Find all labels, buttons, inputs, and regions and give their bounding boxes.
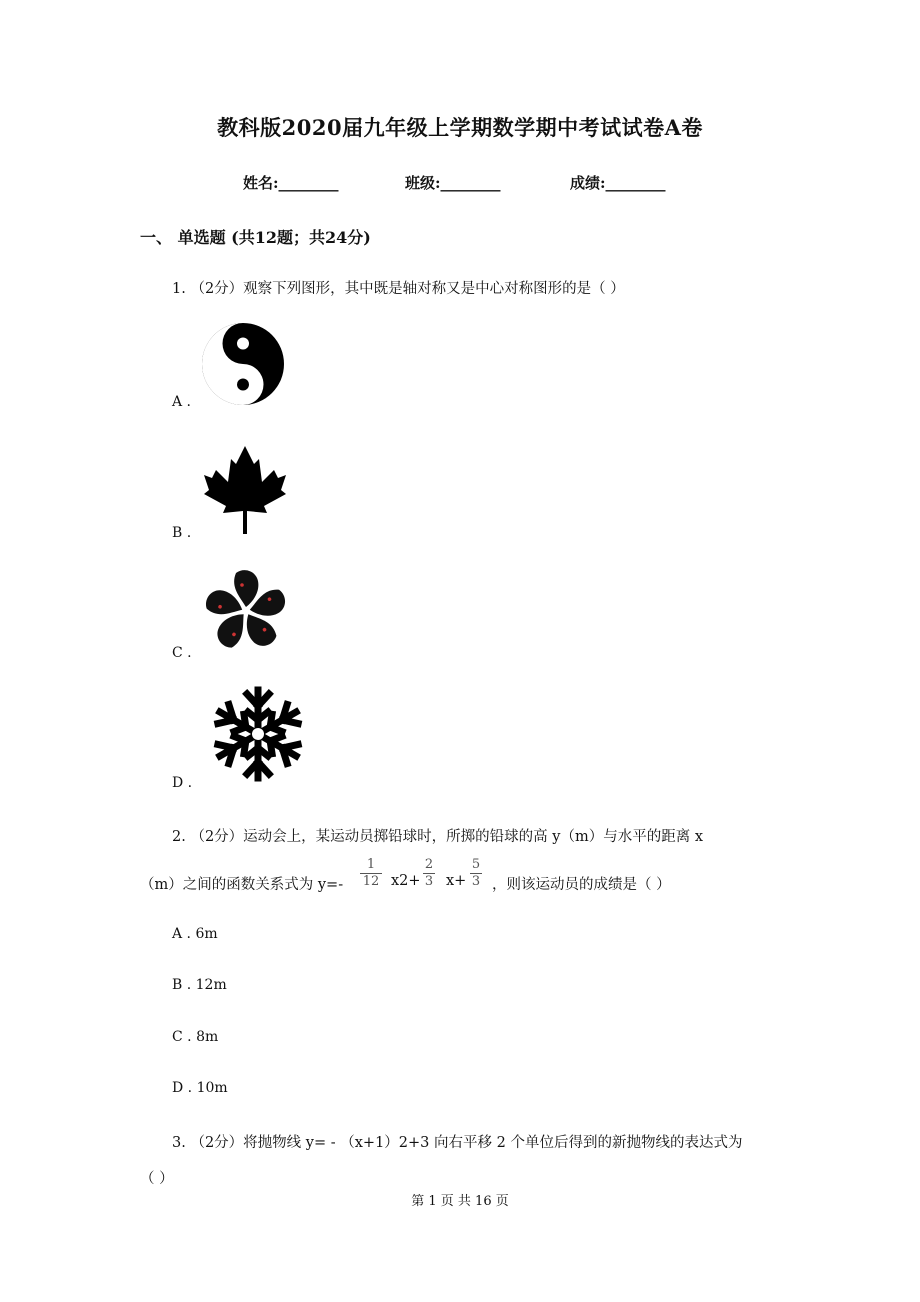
frac3-numerator: 5 xyxy=(471,857,481,872)
fraction-1-12 xyxy=(360,858,382,889)
q1-option-b: B . xyxy=(172,525,192,541)
frac2-denominator: 3 xyxy=(424,874,434,889)
question-2-line1: 2. （2分）运动会上，某运动员掷铅球时，所掷的铅球的高 y（m）与水平的距离 x xyxy=(172,829,704,845)
question-1-stem: 1. （2分）观察下列图形，其中既是轴对称又是中心对称图形的是（ ） xyxy=(172,281,625,297)
snowflake-icon xyxy=(206,686,310,782)
question-2-text-b: x2+ xyxy=(391,873,421,889)
class-field: 班级:________ xyxy=(405,174,501,192)
bauhinia-icon xyxy=(203,568,289,654)
question-3-line1: 3. （2分）将抛物线 y= - （x+1）2+3 向右平移 2 个单位后得到的新抛物线的表达式为 xyxy=(172,1135,743,1151)
q1-option-d: D . xyxy=(172,775,193,791)
fraction-5-3 xyxy=(470,858,482,889)
q2-option-b: B . 12m xyxy=(172,977,227,993)
question-2-text-a: （m）之间的函数关系式为 y=- xyxy=(140,877,344,893)
frac1-denominator: 12 xyxy=(362,874,380,889)
fraction-2-3 xyxy=(423,858,435,889)
page-title: 教科版2020届九年级上学期数学期中考试试卷A卷 xyxy=(217,115,703,140)
q2-option-a: A . 6m xyxy=(172,926,218,942)
question-3-line2: （ ） xyxy=(140,1171,174,1187)
section-heading: 一、 单选题 (共12题；共24分) xyxy=(140,228,371,247)
q1-option-c: C . xyxy=(172,645,192,661)
score-field: 成绩:________ xyxy=(570,174,666,192)
name-field: 姓名:________ xyxy=(243,174,339,192)
maple-leaf-icon xyxy=(202,444,288,534)
frac3-denominator: 3 xyxy=(471,874,481,889)
question-2-text-d: ，则该运动员的成绩是（ ） xyxy=(492,877,671,893)
q1-option-a: A . xyxy=(172,394,192,410)
q2-option-d: D . 10m xyxy=(172,1080,228,1096)
question-2-text-c: x+ xyxy=(446,873,467,889)
frac2-numerator: 2 xyxy=(424,857,434,872)
q2-option-c: C . 8m xyxy=(172,1029,219,1045)
yin-yang-icon xyxy=(200,321,286,407)
frac1-numerator: 1 xyxy=(366,857,376,872)
page-footer: 第 1 页 共 16 页 xyxy=(411,1194,509,1209)
